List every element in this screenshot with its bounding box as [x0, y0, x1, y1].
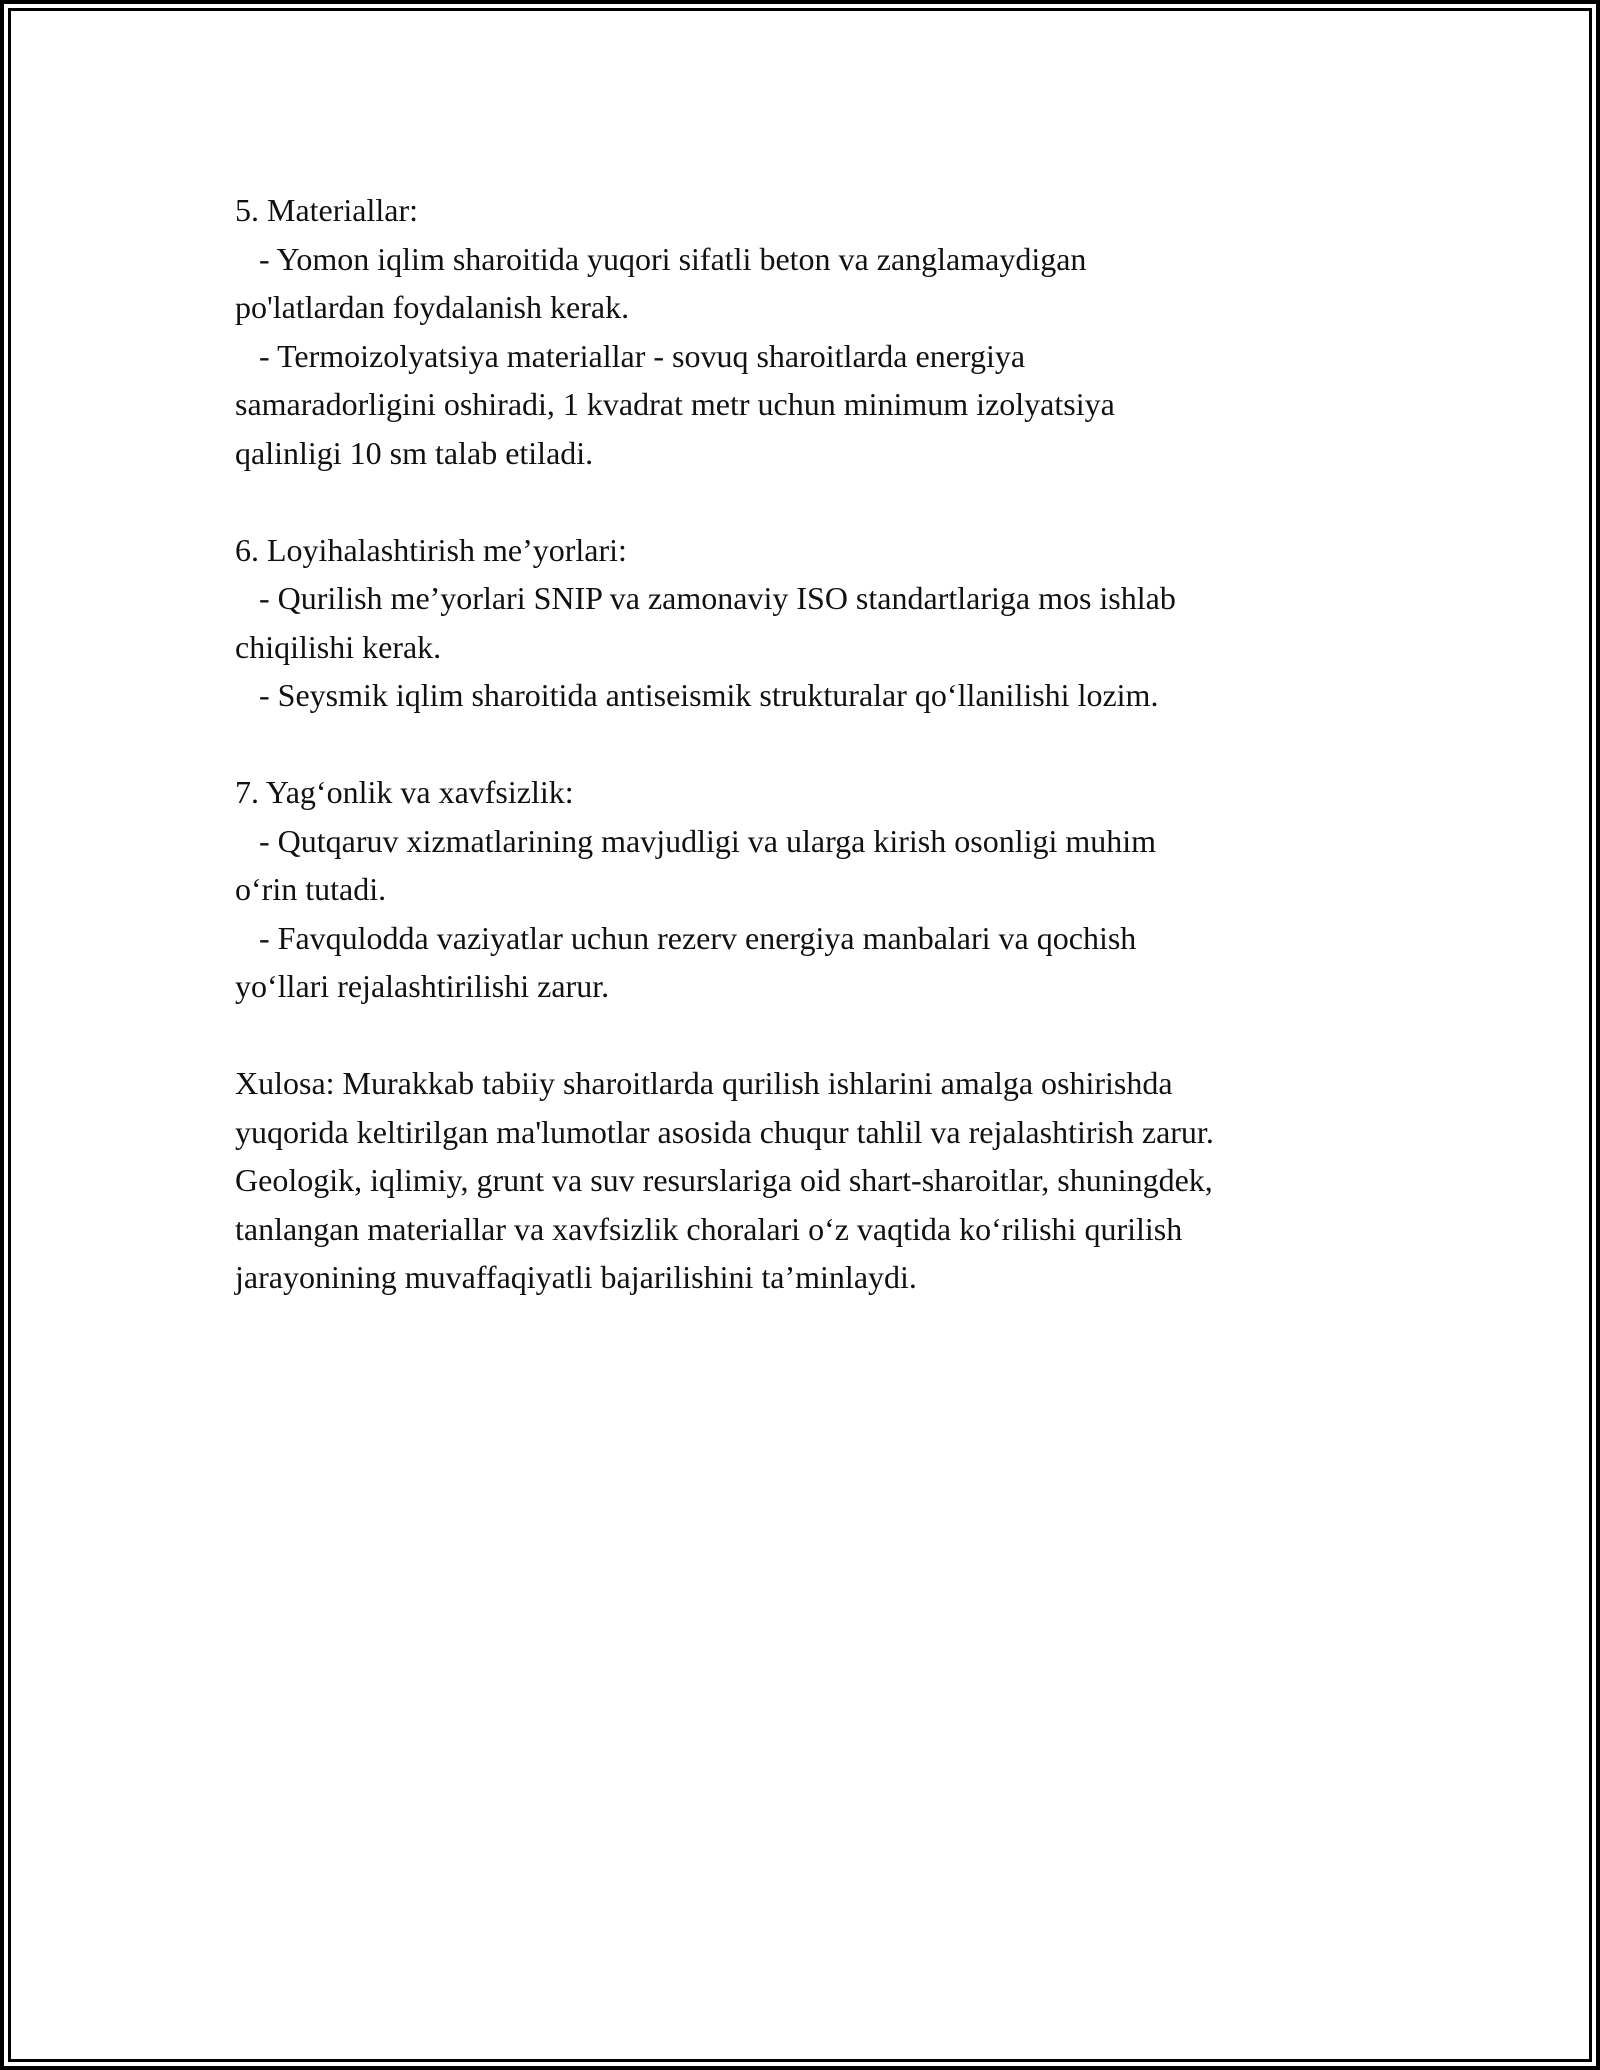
section-heading: 6. Loyihalashtirish me’yorlari: — [235, 531, 627, 568]
conclusion-line: tanlangan materiallar va xavfsizlik choralari o‘z vaqtida ko‘rilishi qurilish — [235, 1210, 1183, 1247]
text-line: - Favqulodda vaziyatlar uchun rezerv energiya manbalari va qochish — [235, 919, 1137, 956]
text-line: samaradorligini oshiradi, 1 kvadrat metr uchun minimum izolyatsiya — [235, 386, 1115, 422]
conclusion-line: yuqorida keltirilgan ma'lumotlar asosida chuqur tahlil va rejalashtirish zarur. — [235, 1113, 1214, 1150]
paragraph-gap — [235, 1011, 1395, 1060]
text-line: - Termoizolyatsiya materiallar - sovuq sharoitlarda energiya — [235, 337, 1026, 374]
text-line: yo‘llari rejalashtirilishi zarur. — [235, 968, 610, 1004]
section-design-standards — [235, 526, 1395, 720]
text-line: - Qutqaruv xizmatlarining mavjudligi va ularga kirish osonligi muhim — [235, 822, 1157, 859]
paragraph-gap — [235, 477, 1395, 526]
text-line: - Yomon iqlim sharoitida yuqori sifatli beton va zanglamaydigan — [235, 240, 1087, 277]
section-heading: 7. Yag‘onlik va xavfsizlik: — [235, 774, 574, 810]
conclusion-line: Geologik, iqlimiy, grunt va suv resurslariga oid shart-sharoitlar, shuningdek, — [235, 1162, 1213, 1198]
text-line: - Qurilish me’yorlari SNIP va zamonaviy ISO standartlariga mos ishlab — [235, 580, 1176, 616]
text-line: chiqilishi kerak. — [235, 628, 442, 665]
conclusion-line: Xulosa: Murakkab tabiiy sharoitlarda qurilish ishlarini amalga oshirishda — [235, 1065, 1173, 1101]
section-fire-safety — [235, 768, 1395, 1011]
section-materials — [235, 186, 1395, 477]
section-conclusion — [235, 1059, 1395, 1302]
text-line: qalinligi 10 sm talab etiladi. — [235, 434, 594, 471]
paragraph-gap — [235, 720, 1395, 769]
document-body — [235, 186, 1395, 1302]
text-line: o‘rin tutadi. — [235, 871, 387, 907]
text-line: po'latlardan foydalanish kerak. — [235, 289, 630, 325]
text-line: - Seysmik iqlim sharoitida antiseismik strukturalar qo‘llanilishi lozim. — [235, 677, 1159, 713]
section-heading: 5. Materiallar: — [235, 192, 419, 228]
conclusion-line: jarayonining muvaffaqiyatli bajarilishini ta’minlaydi. — [235, 1259, 917, 1295]
